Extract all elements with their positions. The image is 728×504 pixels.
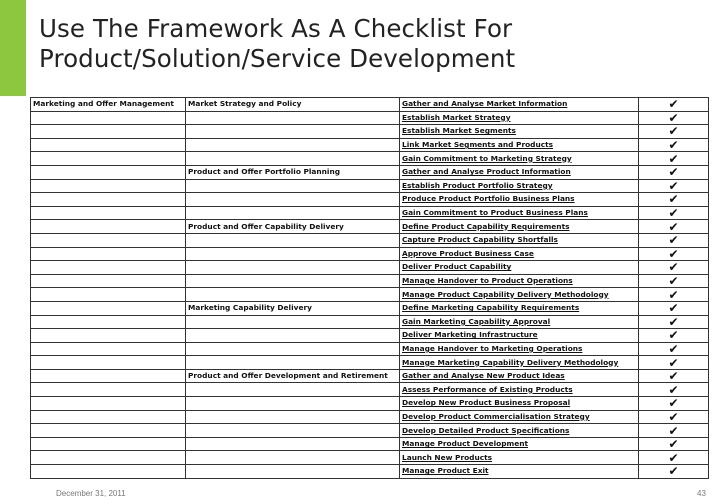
process-cell [186,193,400,207]
activity-cell: Gather and Analyse Product Information [400,165,639,179]
check-icon: ✔ [639,369,709,383]
domain-cell [31,342,186,356]
activity-cell: Manage Marketing Capability Delivery Methodology [400,356,639,370]
activity-cell: Gather and Analyse Market Information [400,98,639,112]
check-icon: ✔ [639,274,709,288]
process-cell [186,179,400,193]
process-cell [186,329,400,343]
check-icon: ✔ [639,383,709,397]
table-row [31,125,709,139]
process-cell [186,383,400,397]
activity-cell: Manage Product Exit [400,465,639,479]
process-cell [186,315,400,329]
check-icon: ✔ [639,465,709,479]
table-row [31,356,709,370]
title-line-1: Use The Framework As A Checklist For [39,14,513,43]
domain-cell [31,315,186,329]
process-cell: Marketing Capability Delivery [186,301,400,315]
check-icon: ✔ [639,315,709,329]
domain-cell [31,179,186,193]
activity-cell: Launch New Products [400,451,639,465]
domain-cell [31,233,186,247]
process-cell: Market Strategy and Policy [186,98,400,112]
process-cell [186,233,400,247]
check-icon: ✔ [639,301,709,315]
process-cell [186,397,400,411]
domain-cell [31,193,186,207]
check-icon: ✔ [639,125,709,139]
domain-cell [31,356,186,370]
check-icon: ✔ [639,138,709,152]
activity-cell: Deliver Product Capability [400,261,639,275]
domain-cell [31,111,186,125]
domain-cell [31,261,186,275]
check-icon: ✔ [639,165,709,179]
check-icon: ✔ [639,233,709,247]
process-cell [186,125,400,139]
check-icon: ✔ [639,329,709,343]
process-cell: Product and Offer Capability Delivery [186,220,400,234]
domain-cell [31,152,186,166]
table-row [31,383,709,397]
domain-cell [31,301,186,315]
check-icon: ✔ [639,451,709,465]
check-icon: ✔ [639,342,709,356]
checklist-body [31,98,709,479]
table-row [31,465,709,479]
domain-cell [31,206,186,220]
green-accent-bar [0,0,26,96]
table-row [31,301,709,315]
check-icon: ✔ [639,179,709,193]
activity-cell: Manage Product Development [400,437,639,451]
page-number: 43 [697,489,706,498]
checklist-table [30,97,709,479]
process-cell [186,437,400,451]
activity-cell: Approve Product Business Case [400,247,639,261]
process-cell: Product and Offer Development and Retirement [186,369,400,383]
domain-cell: Marketing and Offer Management [31,98,186,112]
process-cell [186,410,400,424]
process-cell [186,111,400,125]
footer-date: December 31, 2011 [56,489,126,498]
activity-cell: Assess Performance of Existing Products [400,383,639,397]
activity-cell: Capture Product Capability Shortfalls [400,233,639,247]
domain-cell [31,397,186,411]
check-icon: ✔ [639,288,709,302]
table-row [31,152,709,166]
table-row [31,111,709,125]
process-cell [186,342,400,356]
check-icon: ✔ [639,111,709,125]
check-icon: ✔ [639,410,709,424]
domain-cell [31,138,186,152]
check-icon: ✔ [639,152,709,166]
domain-cell [31,220,186,234]
table-row [31,165,709,179]
activity-cell: Establish Product Portfolio Strategy [400,179,639,193]
domain-cell [31,165,186,179]
process-cell [186,261,400,275]
table-row [31,138,709,152]
domain-cell [31,274,186,288]
check-icon: ✔ [639,397,709,411]
activity-cell: Produce Product Portfolio Business Plans [400,193,639,207]
domain-cell [31,383,186,397]
table-row [31,220,709,234]
activity-cell: Manage Product Capability Delivery Methodology [400,288,639,302]
process-cell [186,356,400,370]
check-icon: ✔ [639,193,709,207]
table-row [31,247,709,261]
domain-cell [31,465,186,479]
process-cell [186,288,400,302]
check-icon: ✔ [639,424,709,438]
activity-cell: Define Marketing Capability Requirements [400,301,639,315]
check-icon: ✔ [639,98,709,112]
check-icon: ✔ [639,206,709,220]
process-cell [186,424,400,438]
activity-cell: Develop Detailed Product Specifications [400,424,639,438]
process-cell [186,465,400,479]
domain-cell [31,125,186,139]
table-row [31,274,709,288]
table-row [31,451,709,465]
check-icon: ✔ [639,437,709,451]
table-row [31,329,709,343]
activity-cell: Establish Market Segments [400,125,639,139]
activity-cell: Establish Market Strategy [400,111,639,125]
table-row [31,206,709,220]
table-row [31,193,709,207]
activity-cell: Develop Product Commercialisation Strategy [400,410,639,424]
process-cell: Product and Offer Portfolio Planning [186,165,400,179]
activity-cell: Gather and Analyse New Product Ideas [400,369,639,383]
process-cell [186,451,400,465]
table-row [31,98,709,112]
domain-cell [31,247,186,261]
process-cell [186,206,400,220]
check-icon: ✔ [639,356,709,370]
activity-cell: Gain Marketing Capability Approval [400,315,639,329]
table-row [31,233,709,247]
domain-cell [31,410,186,424]
table-row [31,397,709,411]
process-cell [186,138,400,152]
table-row [31,369,709,383]
domain-cell [31,329,186,343]
process-cell [186,152,400,166]
domain-cell [31,437,186,451]
title-line-2: Product/Solution/Service Development [39,44,516,73]
domain-cell [31,288,186,302]
table-row [31,342,709,356]
domain-cell [31,369,186,383]
activity-cell: Define Product Capability Requirements [400,220,639,234]
process-cell [186,274,400,288]
activity-cell: Deliver Marketing Infrastructure [400,329,639,343]
slide-title [39,14,719,74]
process-cell [186,247,400,261]
activity-cell: Link Market Segments and Products [400,138,639,152]
check-icon: ✔ [639,247,709,261]
table-row [31,179,709,193]
table-row [31,437,709,451]
table-row [31,261,709,275]
table-row [31,410,709,424]
table-row [31,315,709,329]
activity-cell: Manage Handover to Product Operations [400,274,639,288]
table-row [31,424,709,438]
activity-cell: Gain Commitment to Product Business Plans [400,206,639,220]
activity-cell: Gain Commitment to Marketing Strategy [400,152,639,166]
domain-cell [31,424,186,438]
table-row [31,288,709,302]
check-icon: ✔ [639,261,709,275]
check-icon: ✔ [639,220,709,234]
activity-cell: Develop New Product Business Proposal [400,397,639,411]
domain-cell [31,451,186,465]
activity-cell: Manage Handover to Marketing Operations [400,342,639,356]
